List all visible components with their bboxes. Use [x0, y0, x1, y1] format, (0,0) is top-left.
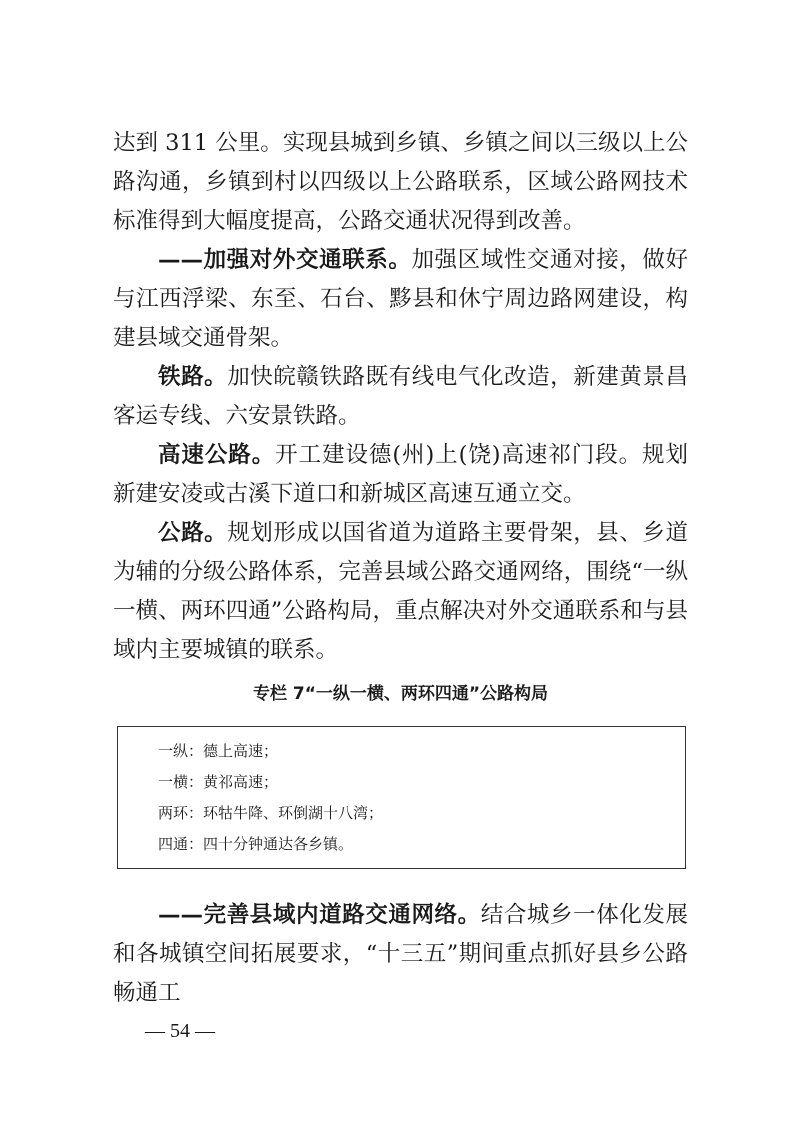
paragraph-expressway [113, 436, 688, 514]
paragraph-6-heading: ——完善县域内道路交通网络。 [158, 902, 481, 928]
paragraph-highway [113, 514, 688, 670]
paragraph-3-text: 加快皖赣铁路既有线电气化改造，新建黄景昌客运专线、六安景铁路。 [113, 364, 688, 429]
paragraph-5-heading: 公路。 [158, 520, 228, 546]
sidebar-box-title: 专栏 7“一纵一横、两环四通”公路构局 [252, 684, 549, 704]
box-item: 四通：四十分钟通达各乡镇。 [158, 835, 354, 853]
box-item: 一横：黄祁高速； [158, 773, 279, 791]
paragraph-1-text: 达到 311 公里。实现县城到乡镇、乡镇之间以三级以上公路沟通，乡镇到村以四级以上公路联系，区域公路网技术标准得到大幅度提高，公路交通状况得到改善。 [113, 130, 688, 234]
paragraph-4-heading: 高速公路。 [158, 442, 276, 468]
paragraph-county-network [113, 896, 688, 1013]
paragraph-4-text: 开工建设德(州)上(饶)高速祁门段。规划新建安凌或古溪下道口和新城区高速互通立交。 [113, 442, 688, 507]
paragraph-2-heading: ——加强对外交通联系。 [158, 247, 412, 273]
paragraph-3-heading: 铁路。 [158, 364, 228, 390]
paragraph-5-text: 规划形成以国省道为道路主要骨架，县、乡道为辅的分级公路体系，完善县域公路交通网络，围绕“一纵一横、两环四通”公路构局，重点解决对外交通联系和与县域内主要城镇的联系。 [113, 520, 688, 663]
paragraph-6-text: 结合城乡一体化发展和各城镇空间拓展要求，“十三五”期间重点抓好县乡公路畅通工 [113, 902, 688, 1006]
paragraph-1 [113, 124, 688, 241]
box-item: 两环：环牯牛降、环倒湖十八湾； [158, 804, 384, 822]
paragraph-external-links [113, 241, 688, 358]
sidebar-box [117, 726, 686, 869]
box-item: 一纵：德上高速； [158, 742, 279, 760]
paragraph-2-text: 加强区域性交通对接，做好与江西浮梁、东至、石台、黟县和休宁周边路网建设，构建县域交通骨架。 [113, 247, 688, 351]
page-number: — 54 — [145, 1020, 215, 1042]
paragraph-railway [113, 358, 688, 436]
